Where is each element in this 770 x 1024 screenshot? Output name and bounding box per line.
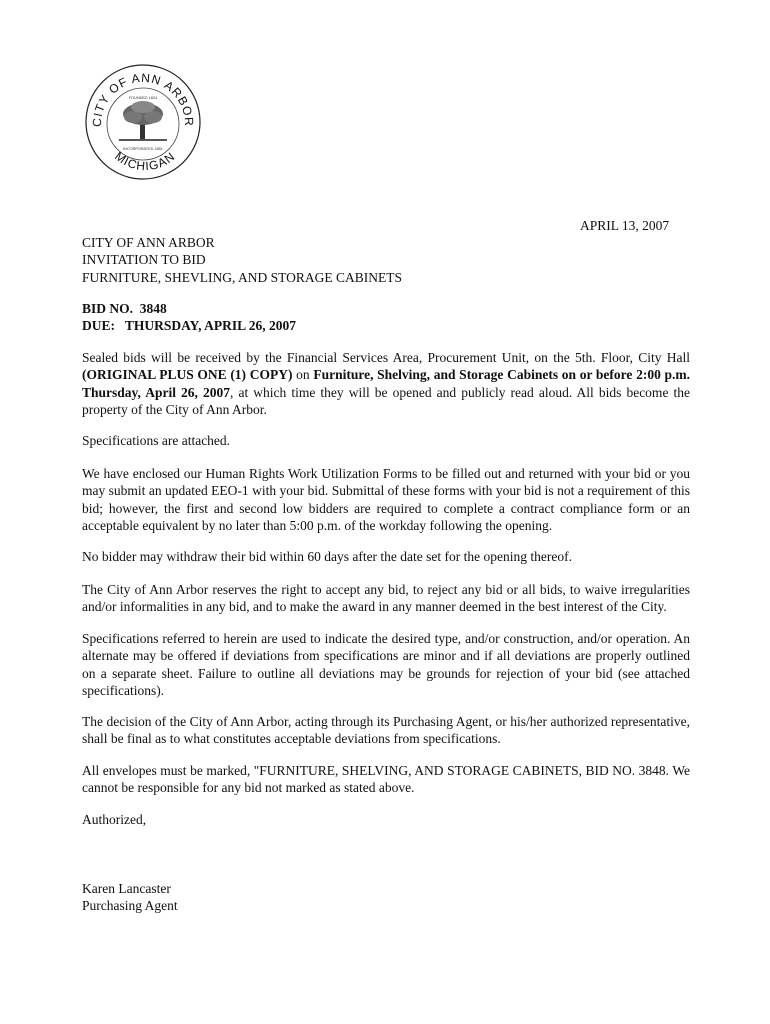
heading-line-2: INVITATION TO BID [82, 252, 206, 268]
svg-text:CITY OF ANN ARBOR: CITY OF ANN ARBOR [89, 70, 197, 128]
svg-text:INCORPORATED 1851: INCORPORATED 1851 [123, 147, 163, 151]
city-seal-logo [83, 62, 203, 182]
paragraph-human-rights-forms: We have enclosed our Human Rights Work Utilization Forms to be filled out and returned with your bid or you may submit an updated EEO-1 with your bid. Submittal of these forms with your bid is not a requirement of this bid; however, the first and second low bidders are required to complete a contract compliance form or an acceptable equivalent by no later than 5:00 p.m. of the workday following the opening. [82, 466, 690, 534]
paragraph-specifications-attached: Specifications are attached. [82, 433, 231, 448]
bid-info [82, 300, 690, 335]
signer-title: Purchasing Agent [82, 898, 178, 914]
letter-heading [82, 234, 690, 286]
signer-name: Karen Lancaster [82, 881, 171, 896]
letter-date: APRIL 13, 2007 [580, 218, 670, 233]
closing-line: Authorized, [82, 812, 147, 827]
svg-text:FOUNDED 1824: FOUNDED 1824 [128, 96, 158, 100]
paragraph-decision: The decision of the City of Ann Arbor, acting through its Purchasing Agent, or his/her authorized representative, shall be final as to what constitutes acceptable deviations from specifications. [82, 714, 690, 747]
signature-block [82, 880, 690, 915]
svg-text:MICHIGAN: MICHIGAN [112, 148, 178, 174]
paragraph-sealed-bids: Sealed bids will be received by the Financial Services Area, Procurement Unit, on the 5th. Floor, City Hall (ORIGINAL PLUS ONE (1) COPY) on Furniture, Shelving, and Storage Cabinets on or before 2:00 p.m. Thursday, April 26, 2007, at which time they will be opened and publicly read aloud. All bids become the property of the City of Ann Arbor. [82, 350, 690, 418]
heading-line-1: CITY OF ANN ARBOR [82, 235, 215, 250]
paragraph-withdraw: No bidder may withdraw their bid within 60 days after the date set for the opening thereof. [82, 549, 572, 564]
paragraph-envelopes: All envelopes must be marked, "FURNITURE, SHELVING, AND STORAGE CABINETS, BID NO. 3848. We cannot be responsible for any bid not marked as stated above. [82, 763, 690, 796]
paragraph-reserves-right: The City of Ann Arbor reserves the right to accept any bid, to reject any bid or all bids, to waive irregularities and/or informalities in any bid, and to make the award in any manner deemed in the best interest of the City. [82, 582, 690, 615]
due-date: DUE: THURSDAY, APRIL 26, 2007 [82, 318, 297, 334]
bid-number: BID NO. 3848 [82, 301, 167, 316]
heading-line-3: FURNITURE, SHEVLING, AND STORAGE CABINETS [82, 269, 403, 285]
paragraph-specifications-referred: Specifications referred to herein are used to indicate the desired type, and/or construction, and/or operation. An alternate may be offered if deviations from specifications are minor and if all deviations are properly outlined on a separate sheet. Failure to outline all deviations may be grounds for rejection of your bid (see attached specifications). [82, 631, 690, 699]
